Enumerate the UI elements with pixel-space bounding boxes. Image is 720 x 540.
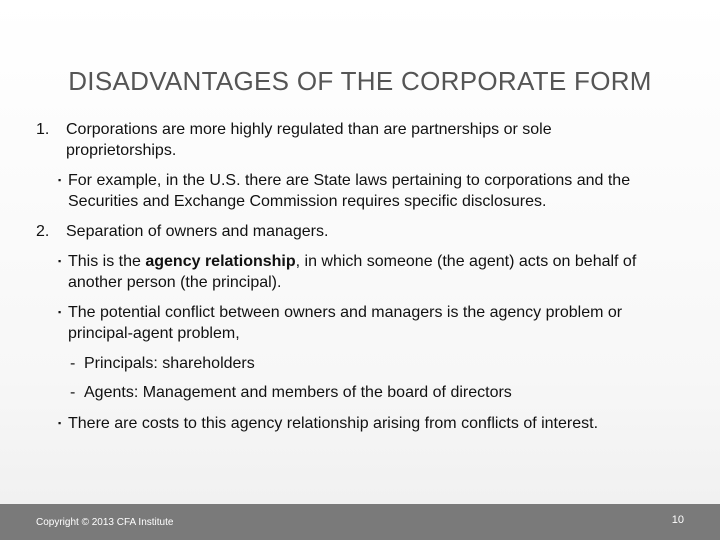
square-bullet-icon: ▪ — [58, 307, 62, 317]
bullet-text: The potential conflict between owners and managers is the agency problem or principal-agent problem, — [68, 304, 623, 342]
bullet-text-start: This is the — [68, 253, 146, 270]
page-number: 10 — [671, 514, 684, 526]
item-text: Separation of owners and managers. — [66, 223, 329, 240]
copyright-text: Copyright © 2013 CFA Institute — [36, 517, 174, 528]
bullet-text: There are costs to this agency relationship arising from conflicts of interest. — [68, 415, 599, 432]
square-bullet-icon: ▪ — [58, 418, 62, 428]
subbullet-text: Principals: shareholders — [84, 355, 255, 372]
item-text: Corporations are more highly regulated than are partnerships or sole proprietorships. — [66, 121, 552, 159]
bold-term: agency relationship — [145, 253, 296, 270]
slide-title: DISADVANTAGES OF THE CORPORATE FORM — [68, 66, 652, 96]
item-number: 2. — [36, 223, 50, 240]
square-bullet-icon: ▪ — [58, 256, 62, 266]
dash-bullet: - — [70, 355, 76, 372]
footer-bar — [0, 504, 720, 540]
dash-bullet: - — [70, 384, 76, 401]
item-number: 1. — [36, 121, 50, 138]
subbullet-text: Agents: Management and members of the board of directors — [84, 384, 512, 401]
square-bullet-icon: ▪ — [58, 175, 62, 185]
bullet-text — [68, 251, 668, 293]
bullet-text-end: , in which someone (the agent) acts on behalf of another person (the principal). — [68, 253, 637, 291]
bullet-text: For example, in the U.S. there are State laws pertaining to corporations and the Securities and Exchange Commission requires specific disclosures. — [68, 172, 631, 210]
